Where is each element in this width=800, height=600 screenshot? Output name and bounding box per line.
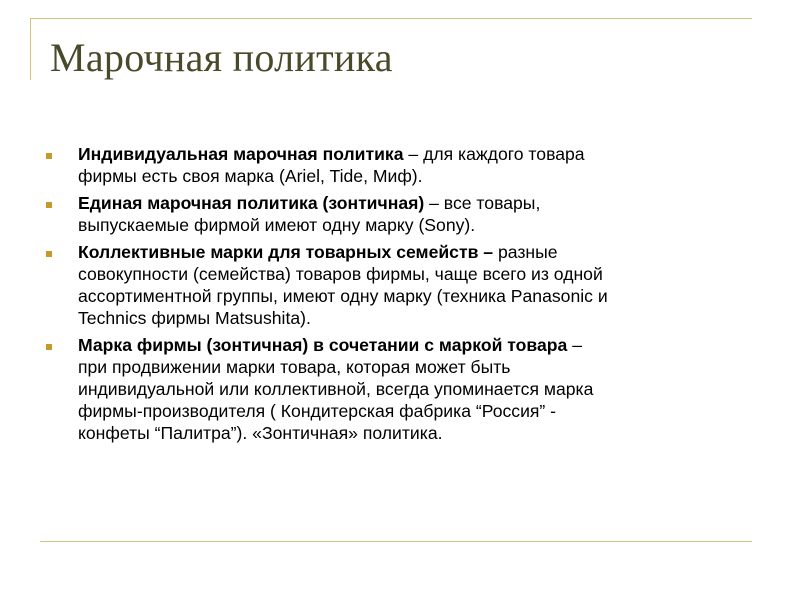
- bullet-line: –: [567, 335, 582, 355]
- bullet-item-unified: [46, 192, 766, 236]
- slide-title: Марочная политика: [50, 35, 393, 80]
- bullet-item-collective: [46, 241, 766, 329]
- bullet-line: индивидуальной или коллективной, всегда упоминается марка: [78, 379, 594, 399]
- bullet-term: Марка фирмы (зонтичная) в сочетании с маркой товара: [78, 335, 568, 355]
- bullet-line: фирмы-производителя ( Кондитерская фабрика “Россия” -: [78, 401, 557, 421]
- bullet-term: Индивидуальная марочная политика: [78, 144, 404, 164]
- bullet-line: ассортиментной группы, имеют одну марку (техника Panasonic и: [78, 286, 608, 306]
- bullet-list: [46, 143, 766, 449]
- top-rule: [30, 18, 752, 19]
- bullet-text: [78, 192, 766, 236]
- bullet-text: [78, 241, 766, 329]
- bullet-item-individual: [46, 143, 766, 187]
- square-bullet-icon: [46, 202, 52, 208]
- square-bullet-icon: [46, 251, 52, 257]
- left-rule: [30, 18, 31, 80]
- bullet-line: конфеты “Палитра”). «Зонтичная» политика.: [78, 423, 443, 443]
- bullet-text: [78, 143, 766, 187]
- bullet-term: Единая марочная политика (зонтичная): [78, 193, 425, 213]
- bottom-rule: [40, 541, 752, 542]
- bullet-line: фирмы есть своя марка (Ariel, Tide, Миф).: [78, 166, 423, 186]
- bullet-line: совокупности (семейства) товаров фирмы, чаще всего из одной: [78, 264, 603, 284]
- bullet-line: Technics фирмы Matsushita).: [78, 308, 311, 328]
- bullet-line: при продвижении марки товара, которая может быть: [78, 357, 511, 377]
- bullet-line: разные: [493, 242, 558, 262]
- bullet-line: выпускаемые фирмой имеют одну марку (Sony).: [78, 215, 476, 235]
- bullet-line: – все товары,: [424, 193, 541, 213]
- bullet-item-firm-brand: [46, 334, 766, 444]
- square-bullet-icon: [46, 344, 52, 350]
- bullet-text: [78, 334, 766, 444]
- bullet-line: – для каждого товара: [403, 144, 585, 164]
- square-bullet-icon: [46, 153, 52, 159]
- bullet-term: Коллективные марки для товарных семейств –: [78, 242, 494, 262]
